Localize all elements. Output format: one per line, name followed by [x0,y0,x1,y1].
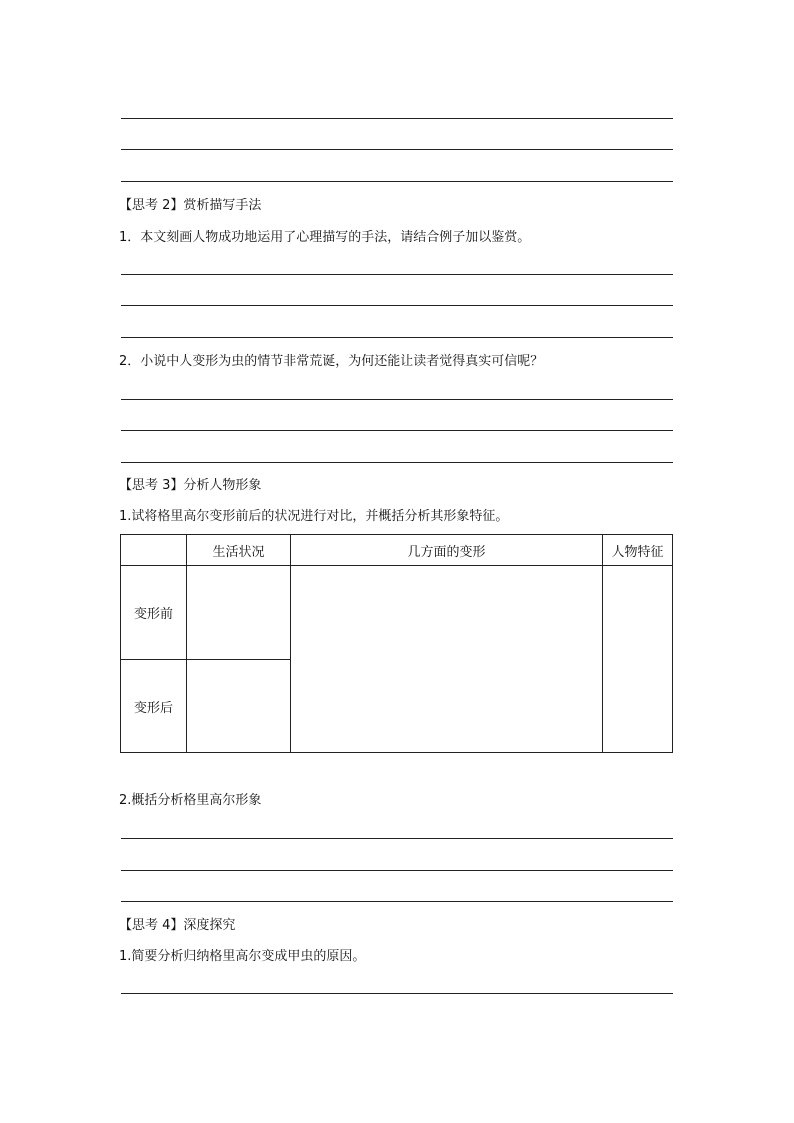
answer-line [121,118,673,119]
table-row [121,566,673,660]
table-header-character-traits: 人物特征 [603,535,673,566]
cell-transformations[interactable] [291,566,603,753]
table-header-corner [121,535,187,566]
comparison-table [120,534,673,753]
answer-line [121,838,673,839]
section-4-heading: 【思考 4】深度探究 [119,918,236,933]
answer-line [121,181,673,182]
section-2-heading: 【思考 2】赏析描写手法 [119,198,262,213]
answer-line [121,149,673,150]
answer-line [121,462,673,463]
section-3-question-1: 1.试将格里高尔变形前后的状况进行对比，并概括分析其形象特征。 [119,509,509,524]
section-2-question-2: 2．小说中人变形为虫的情节非常荒诞，为何还能让读者觉得真实可信呢？ [119,354,544,369]
answer-line [121,399,673,400]
table-header-transformations: 几方面的变形 [291,535,603,566]
answer-line [121,305,673,306]
answer-line [121,430,673,431]
cell-living-before[interactable] [187,566,291,660]
row-label-before: 变形前 [121,566,187,660]
cell-living-after[interactable] [187,660,291,753]
section-4-question-1: 1.简要分析归纳格里高尔变成甲虫的原因。 [119,949,366,964]
section-3-question-2: 2.概括分析格里高尔形象 [119,793,262,808]
table-header-row [121,535,673,566]
answer-line [121,993,673,994]
answer-line [121,274,673,275]
answer-line [121,337,673,338]
section-3-heading: 【思考 3】分析人物形象 [119,478,262,493]
answer-line [121,870,673,871]
section-2-question-1: 1．本文刻画人物成功地运用了心理描写的手法，请结合例子加以鉴赏。 [119,230,531,245]
answer-line [121,901,673,902]
cell-character-traits[interactable] [603,566,673,753]
row-label-after: 变形后 [121,660,187,753]
table-header-living-status: 生活状况 [187,535,291,566]
